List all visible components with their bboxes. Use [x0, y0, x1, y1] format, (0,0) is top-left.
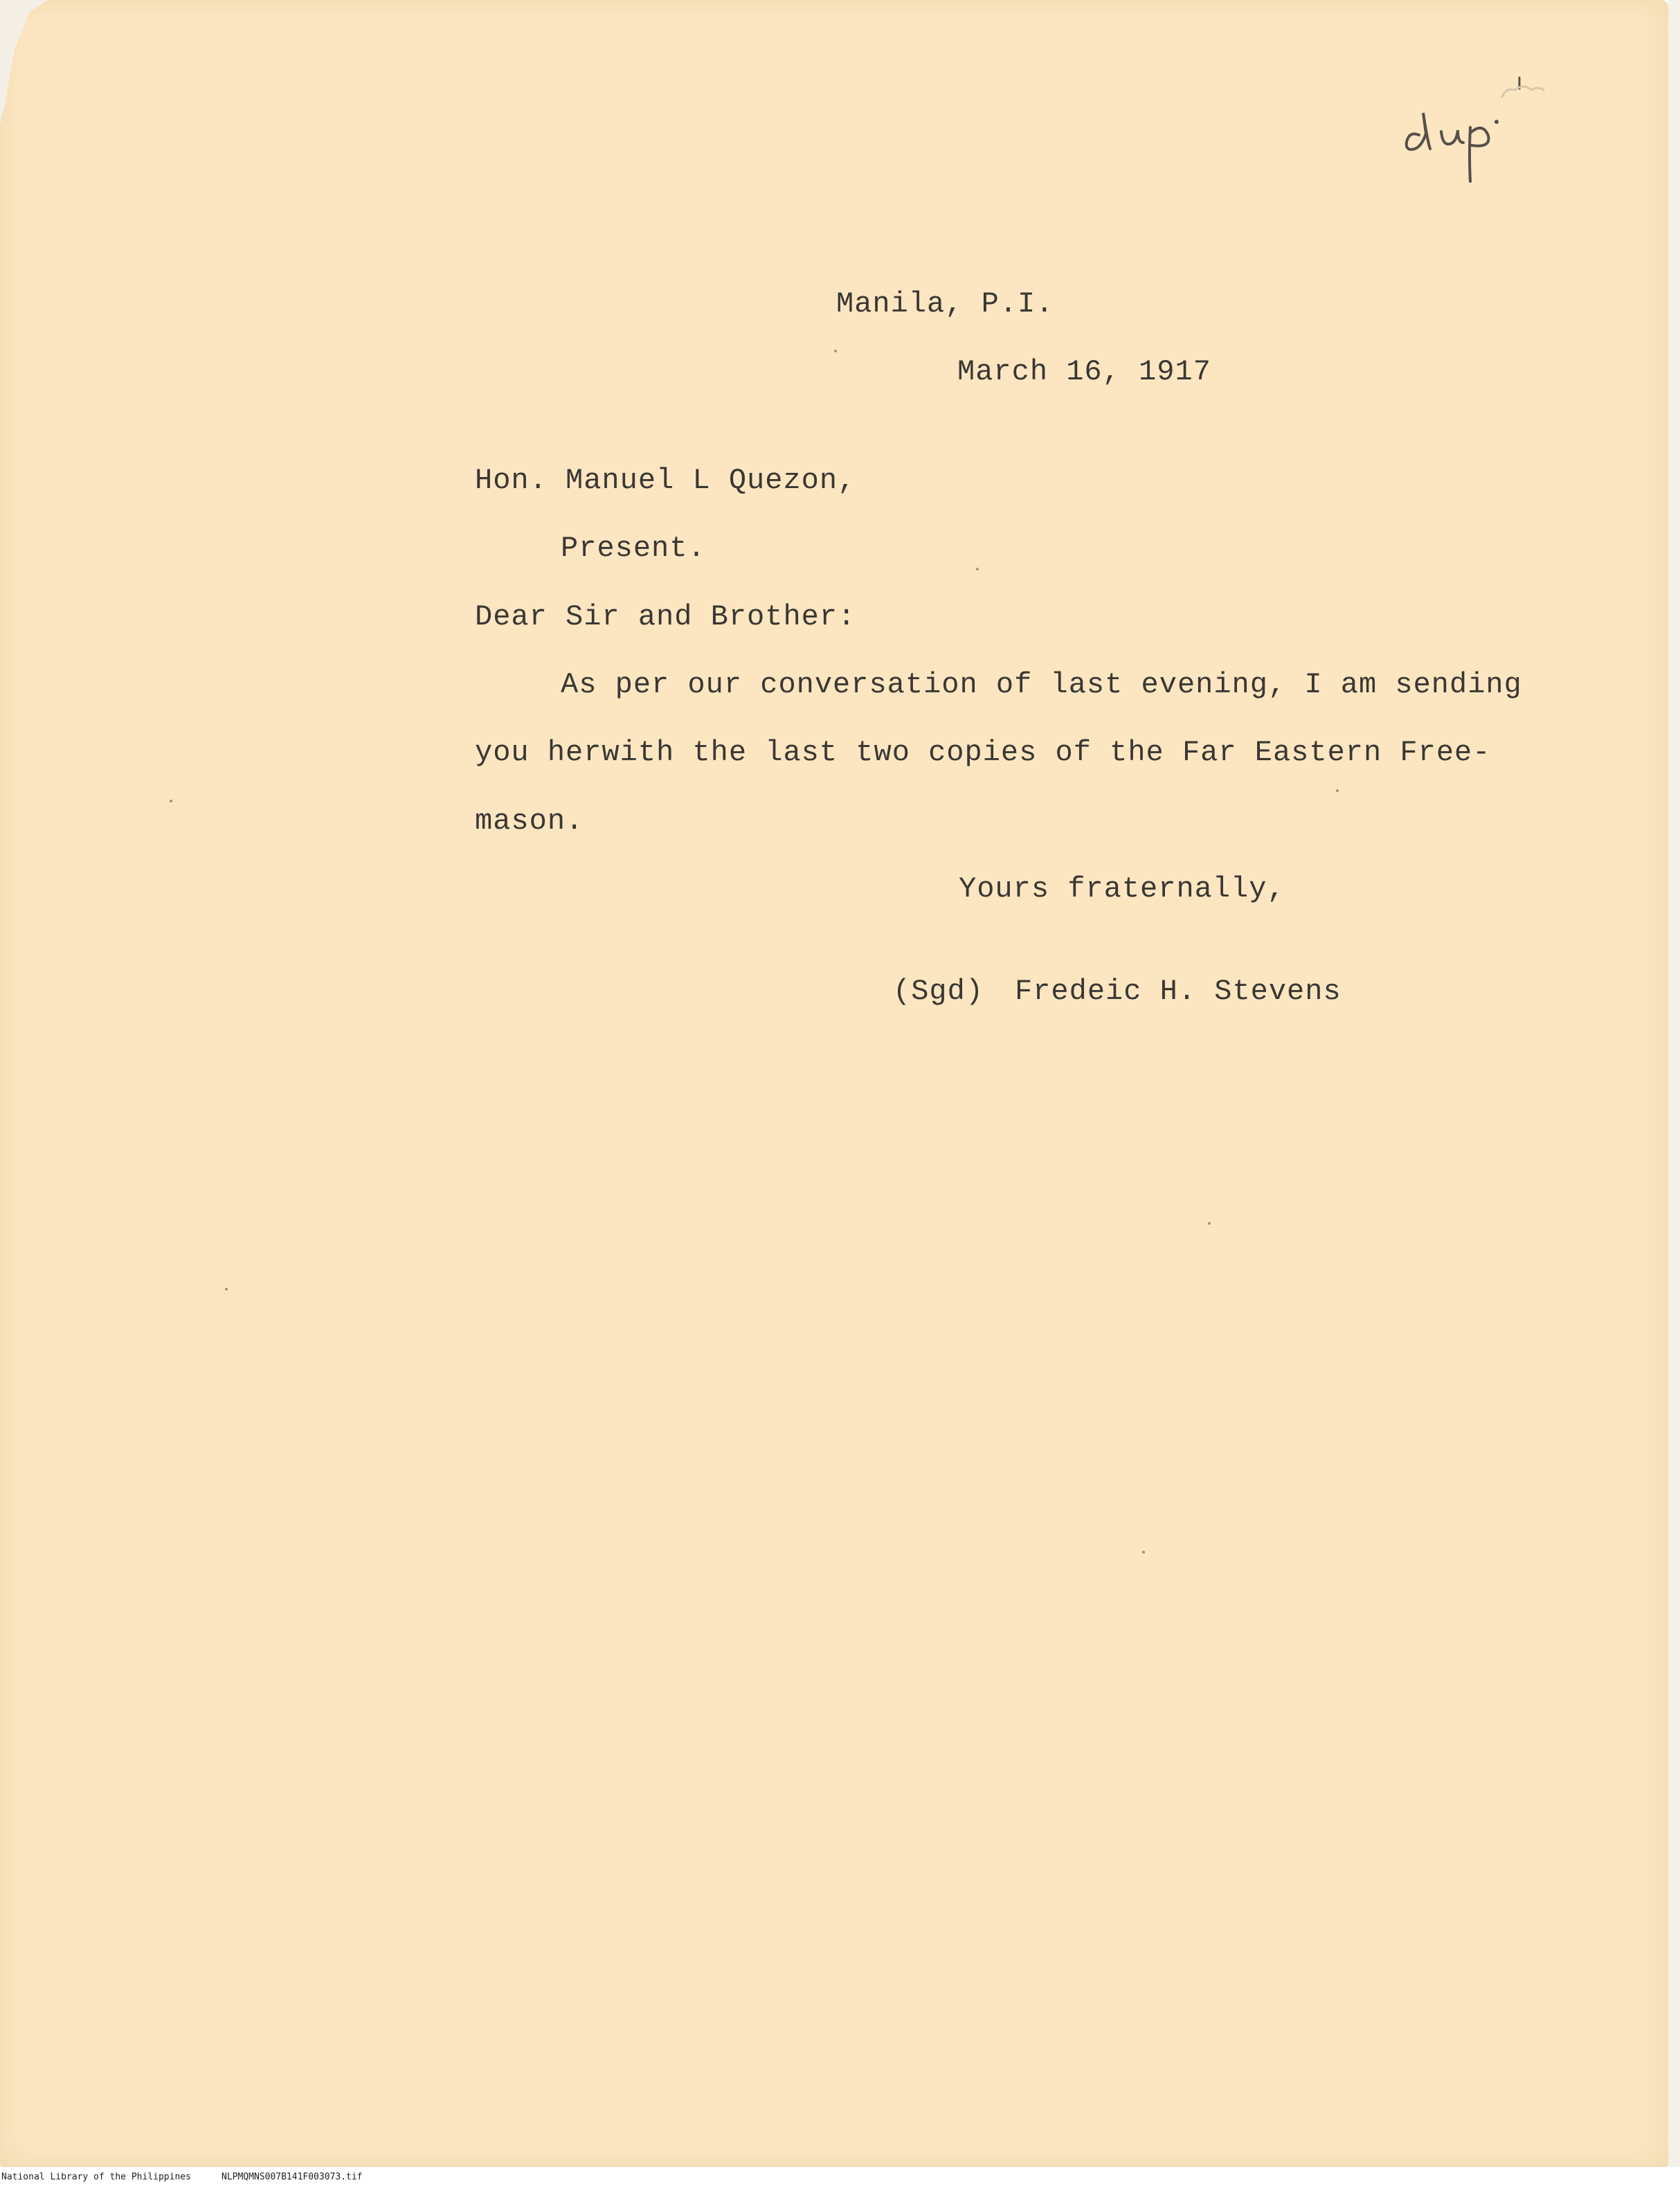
signature-name: Fredeic H. Stevens — [1015, 975, 1342, 1008]
letter-body-line-3: mason. — [475, 804, 584, 838]
paper-speck — [834, 350, 837, 352]
paper-speck — [1208, 1222, 1211, 1225]
paper-speck — [170, 800, 172, 802]
footer-institution: National Library of the Philippines — [1, 2172, 191, 2182]
letter-closing: Yours fraternally, — [959, 872, 1285, 906]
footer-filename: NLPMQMNS007B141F003073.tif — [222, 2172, 363, 2182]
scan-footer — [0, 2171, 1680, 2185]
paper-speck — [1142, 1551, 1145, 1554]
paper-speck — [976, 568, 979, 570]
signature-prefix: (Sgd) — [893, 975, 984, 1008]
letter-body-line-2: you herwith the last two copies of the Far Eastern Free- — [475, 736, 1491, 769]
handwritten-dup-annotation — [1398, 55, 1592, 197]
letter-salutation: Dear Sir and Brother: — [475, 600, 856, 633]
letter-date: March 16, 1917 — [957, 355, 1211, 388]
paper-speck — [225, 1288, 228, 1291]
letter-address: Present. — [561, 532, 706, 565]
letter-body-line-1: As per our conversation of last evening, I am sending — [561, 668, 1522, 701]
scan-margin — [1668, 0, 1680, 2167]
letter-addressee: Hon. Manuel L Quezon, — [475, 464, 856, 497]
paper-speck — [1336, 789, 1339, 792]
letter-place: Manila, P.I. — [836, 287, 1054, 321]
